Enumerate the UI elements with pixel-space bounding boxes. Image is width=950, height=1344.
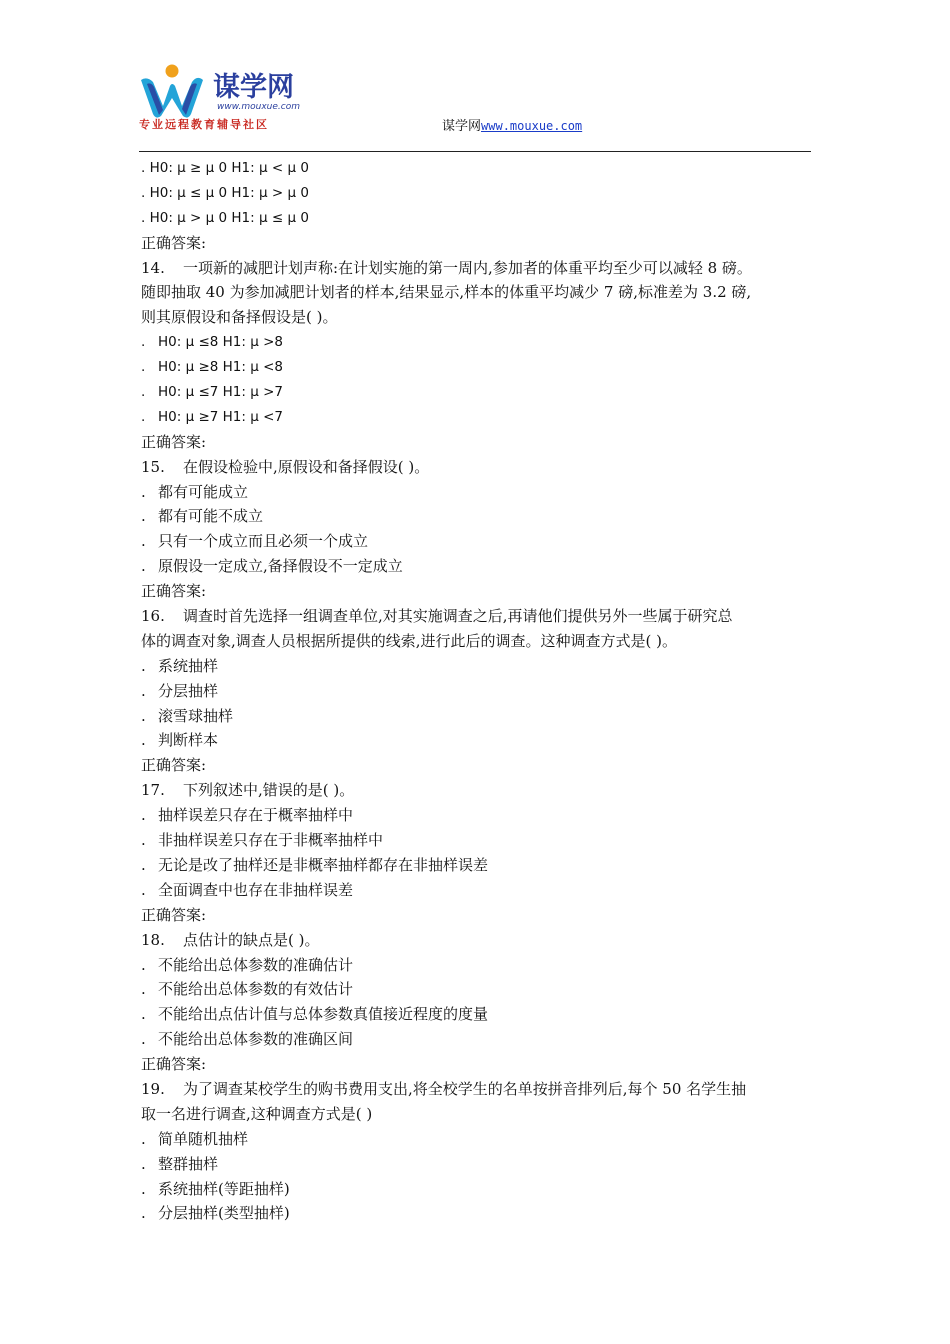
option-line: . 只有一个成立而且必须一个成立 bbox=[141, 532, 369, 551]
answer-label: 正确答案: bbox=[141, 905, 207, 924]
question-line bbox=[141, 928, 813, 953]
option-line: . 整群抽样 bbox=[141, 1154, 219, 1173]
question-text: 调查时首先选择一组调查单位,对其实施调查之后,再请他们提供另外一些属于研究总 bbox=[183, 607, 733, 626]
option-line: . 都有可能成立 bbox=[141, 482, 249, 501]
question-line: 体的调查对象,调查人员根据所提供的线索,进行此后的调查。这种调查方式是( )。 bbox=[141, 631, 678, 650]
option-line: . H0: μ ≥7 H1: μ <7 bbox=[141, 408, 284, 425]
option-line: . H0: μ ≤ μ 0 H1: μ > μ 0 bbox=[141, 184, 309, 201]
option-text: H0: μ ≤8 H1: μ >8 bbox=[158, 334, 284, 351]
option-text: 抽样误差只存在于概率抽样中 bbox=[158, 806, 354, 825]
option-line: . 分层抽样 bbox=[141, 681, 219, 700]
site-url-link[interactable]: www.mouxue.com bbox=[481, 119, 583, 133]
option-line: . 无论是改了抽样还是非概率抽样都存在非抽样误差 bbox=[141, 855, 489, 874]
question-line bbox=[141, 778, 813, 803]
option-line: . 不能给出总体参数的准确估计 bbox=[141, 955, 354, 974]
logo-slogan: 专业远程教育辅导社区 bbox=[139, 118, 269, 131]
header-divider bbox=[139, 151, 811, 152]
option-text: H0: μ ≥8 H1: μ <8 bbox=[158, 359, 284, 376]
answer-label: 正确答案: bbox=[141, 432, 207, 451]
option-text: H0: μ ≤7 H1: μ >7 bbox=[158, 384, 284, 401]
answer-label: 正确答案: bbox=[141, 1055, 207, 1074]
question-line: 取一名进行调查,这种调查方式是( ) bbox=[141, 1104, 373, 1123]
option-text: 只有一个成立而且必须一个成立 bbox=[158, 532, 369, 551]
question-text: 一项新的减肥计划声称:在计划实施的第一周内,参加者的体重平均至少可以减轻 8 磅。 bbox=[183, 258, 752, 277]
option-text: 不能给出点估计值与总体参数真值接近程度的度量 bbox=[158, 1005, 489, 1024]
option-line: . 都有可能不成立 bbox=[141, 507, 264, 526]
option-text: 简单随机抽样 bbox=[158, 1129, 249, 1148]
question-line bbox=[141, 1077, 813, 1102]
option-text: 分层抽样 bbox=[158, 681, 219, 700]
option-line: . 不能给出总体参数的准确区间 bbox=[141, 1030, 354, 1049]
logo-domain: www.mouxue.com bbox=[217, 102, 300, 112]
question-number: 19. bbox=[141, 1079, 165, 1098]
site-label: 谋学网 bbox=[442, 119, 482, 134]
option-line: . 非抽样误差只存在于非概率抽样中 bbox=[141, 831, 384, 850]
option-text: 都有可能不成立 bbox=[158, 507, 264, 526]
option-line: . 不能给出点估计值与总体参数真值接近程度的度量 bbox=[141, 1005, 489, 1024]
question-number: 14. bbox=[141, 258, 165, 277]
answer-label: 正确答案: bbox=[141, 233, 207, 252]
option-text: 整群抽样 bbox=[158, 1154, 219, 1173]
option-text: 都有可能成立 bbox=[158, 482, 249, 501]
answer-label: 正确答案: bbox=[141, 756, 207, 775]
option-line: . 全面调查中也存在非抽样误差 bbox=[141, 880, 354, 899]
option-text: 滚雪球抽样 bbox=[158, 706, 234, 725]
option-line: . 简单随机抽样 bbox=[141, 1129, 249, 1148]
question-line: 随即抽取 40 为参加减肥计划者的样本,结果显示,样本的体重平均减少 7 磅,标准差为 3.2 磅, bbox=[141, 283, 752, 302]
option-line: . 原假设一定成立,备择假设不一定成立 bbox=[141, 557, 403, 576]
option-line: . H0: μ ≤7 H1: μ >7 bbox=[141, 384, 284, 401]
option-line: . H0: μ ≤8 H1: μ >8 bbox=[141, 334, 284, 351]
option-text: 不能给出总体参数的有效估计 bbox=[158, 980, 354, 999]
option-line: . 判断样本 bbox=[141, 731, 219, 750]
question-line bbox=[141, 256, 813, 281]
option-text: 系统抽样 bbox=[158, 656, 219, 675]
question-number: 16. bbox=[141, 607, 165, 626]
option-text: 非抽样误差只存在于非概率抽样中 bbox=[158, 831, 384, 850]
logo-title: 谋学网 bbox=[213, 72, 294, 103]
question-number: 17. bbox=[141, 781, 165, 800]
option-text: 不能给出总体参数的准确区间 bbox=[158, 1030, 354, 1049]
page-header bbox=[139, 62, 811, 152]
mouxue-logo bbox=[139, 62, 329, 134]
option-text: 分层抽样(类型抽样) bbox=[158, 1204, 290, 1223]
question-number: 15. bbox=[141, 457, 165, 476]
question-number: 18. bbox=[141, 930, 165, 949]
question-text: 在假设检验中,原假设和备择假设( )。 bbox=[183, 457, 430, 476]
option-text: 判断样本 bbox=[158, 731, 219, 750]
question-line bbox=[141, 455, 813, 480]
option-line: . H0: μ ≥8 H1: μ <8 bbox=[141, 359, 284, 376]
option-line: . 滚雪球抽样 bbox=[141, 706, 234, 725]
question-line: 则其原假设和备择假设是( )。 bbox=[141, 308, 338, 327]
option-text: 系统抽样(等距抽样) bbox=[158, 1179, 290, 1198]
question-text: 下列叙述中,错误的是( )。 bbox=[183, 781, 355, 800]
option-line: . H0: μ ≥ μ 0 H1: μ < μ 0 bbox=[141, 160, 309, 176]
option-line: . 分层抽样(类型抽样) bbox=[141, 1204, 290, 1223]
option-text: H0: μ ≥7 H1: μ <7 bbox=[158, 408, 284, 425]
option-line: . 抽样误差只存在于概率抽样中 bbox=[141, 806, 354, 825]
document-body bbox=[141, 156, 813, 1226]
option-text: 不能给出总体参数的准确估计 bbox=[158, 955, 354, 974]
option-line: . H0: μ > μ 0 H1: μ ≤ μ 0 bbox=[141, 209, 309, 226]
site-link bbox=[442, 115, 582, 134]
option-line: . 系统抽样 bbox=[141, 656, 219, 675]
answer-label: 正确答案: bbox=[141, 582, 207, 601]
option-text: 原假设一定成立,备择假设不一定成立 bbox=[158, 557, 403, 576]
option-line: . 系统抽样(等距抽样) bbox=[141, 1179, 290, 1198]
option-text: 无论是改了抽样还是非概率抽样都存在非抽样误差 bbox=[158, 855, 489, 874]
option-line: . 不能给出总体参数的有效估计 bbox=[141, 980, 354, 999]
question-line bbox=[141, 604, 813, 629]
option-text: 全面调查中也存在非抽样误差 bbox=[158, 880, 354, 899]
question-text: 为了调查某校学生的购书费用支出,将全校学生的名单按拼音排列后,每个 50 名学生抽 bbox=[183, 1079, 747, 1098]
question-text: 点估计的缺点是( )。 bbox=[183, 930, 320, 949]
